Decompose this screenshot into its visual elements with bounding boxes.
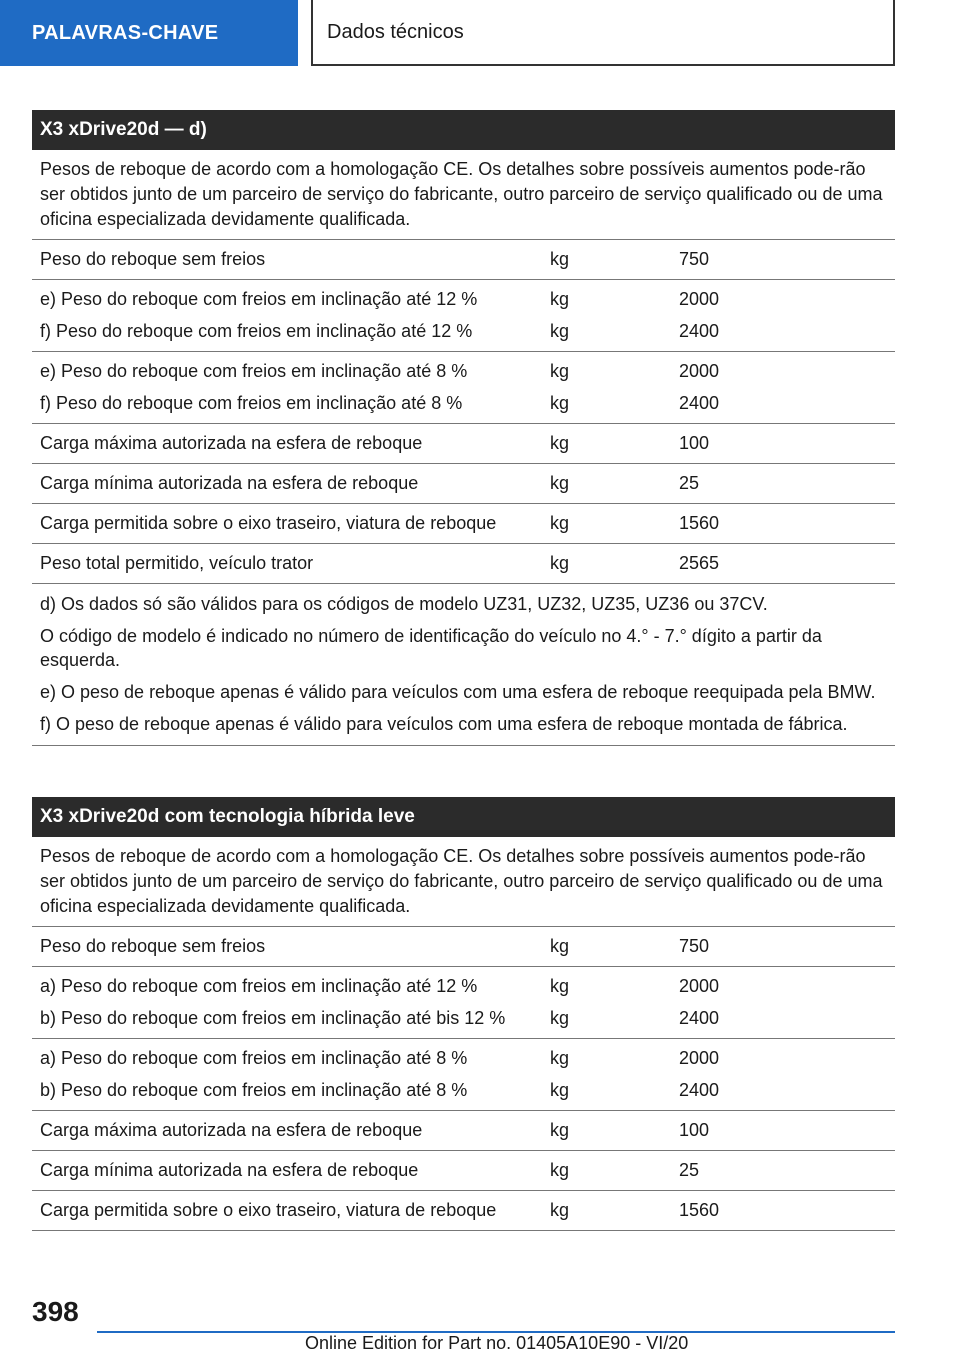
row-value-cell xyxy=(679,288,895,342)
row-label-cell xyxy=(32,1120,550,1141)
row-value-cell xyxy=(679,1160,895,1181)
row-value: 1560 xyxy=(679,513,720,533)
row-unit: kg xyxy=(550,553,570,573)
table-row xyxy=(32,1111,895,1151)
row-value-cell xyxy=(679,513,895,534)
row-label-cell xyxy=(32,1047,550,1101)
row-label: Carga permitida sobre o eixo traseiro, viatura de reboque xyxy=(40,513,497,533)
row-label-cell xyxy=(32,288,550,342)
row-label: Carga mínima autorizada na esfera de reboque xyxy=(40,473,419,493)
table-row xyxy=(32,240,895,280)
footnote: f) O peso de reboque apenas é válido para veículos com uma esfera de reboque montada de fábrica. xyxy=(40,714,848,734)
row-label-cell xyxy=(32,1200,550,1221)
row-label: Carga máxima autorizada na esfera de reboque xyxy=(40,1120,423,1140)
row-unit: kg xyxy=(550,1008,570,1028)
row-label: Carga mínima autorizada na esfera de reboque xyxy=(40,1160,419,1180)
row-unit-cell xyxy=(550,1200,679,1221)
row-unit: kg xyxy=(550,976,570,996)
row-unit-cell xyxy=(550,975,679,1029)
row-value: 25 xyxy=(679,1160,700,1180)
table-row xyxy=(32,280,895,352)
row-label: b) Peso do reboque com freios em inclinação até bis 12 % xyxy=(40,1008,506,1028)
row-unit: kg xyxy=(550,1160,570,1180)
row-label-cell xyxy=(32,936,550,957)
row-unit-cell xyxy=(550,249,679,270)
section-title: X3 xDrive20d — d) xyxy=(32,110,895,150)
section-x3-xdrive20d-mild-hybrid xyxy=(32,797,895,1231)
row-value-cell xyxy=(679,936,895,957)
section-intro: Pesos de reboque de acordo com a homologação CE. Os detalhes sobre possíveis aumentos pode-rão ser obtidos junto de um parceiro de serviço do fabricante, outro parceiro de serviço qualificado ou de uma oficina especializada devidamente qualificada. xyxy=(32,150,895,240)
row-value: 2400 xyxy=(679,393,720,413)
row-unit-cell xyxy=(550,360,679,414)
row-label: f) Peso do reboque com freios em inclinação até 8 % xyxy=(40,393,463,413)
edition-info: Online Edition for Part no. 01405A10E90 - VI/20 xyxy=(305,1333,689,1353)
section-title: X3 xDrive20d com tecnologia híbrida leve xyxy=(32,797,895,837)
row-unit: kg xyxy=(550,393,570,413)
spec-table xyxy=(32,240,895,584)
row-label: Peso do reboque sem freios xyxy=(40,249,266,269)
table-row xyxy=(32,967,895,1039)
row-label: b) Peso do reboque com freios em inclinação até 8 % xyxy=(40,1080,468,1100)
row-label: Peso do reboque sem freios xyxy=(40,936,266,956)
row-label: e) Peso do reboque com freios em inclinação até 8 % xyxy=(40,361,468,381)
row-label: a) Peso do reboque com freios em inclinação até 12 % xyxy=(40,976,478,996)
row-unit: kg xyxy=(550,473,570,493)
table-row xyxy=(32,544,895,584)
row-value-cell xyxy=(679,1047,895,1101)
top-navigation xyxy=(0,0,960,66)
row-unit: kg xyxy=(550,1120,570,1140)
row-value-cell xyxy=(679,433,895,454)
row-unit: kg xyxy=(550,361,570,381)
table-row xyxy=(32,424,895,464)
row-label: e) Peso do reboque com freios em inclinação até 12 % xyxy=(40,289,478,309)
row-value: 2400 xyxy=(679,321,720,341)
footnote: O código de modelo é indicado no número de identificação do veículo no 4.° - 7.° dígito a partir da esquerda. xyxy=(40,626,822,670)
row-value: 100 xyxy=(679,1120,710,1140)
row-unit-cell xyxy=(550,473,679,494)
row-value: 1560 xyxy=(679,1200,720,1220)
row-unit-cell xyxy=(550,553,679,574)
row-value: 100 xyxy=(679,433,710,453)
row-unit-cell xyxy=(550,936,679,957)
footnote: d) Os dados só são válidos para os códigos de modelo UZ31, UZ32, UZ35, UZ36 ou 37CV. xyxy=(40,594,768,614)
row-label-cell xyxy=(32,360,550,414)
row-value-cell xyxy=(679,1120,895,1141)
row-unit: kg xyxy=(550,1080,570,1100)
section-x3-xdrive20d xyxy=(32,110,895,746)
row-label-cell xyxy=(32,473,550,494)
footnote: e) O peso de reboque apenas é válido para veículos com uma esfera de reboque reequipada pela BMW. xyxy=(40,682,876,702)
table-row xyxy=(32,464,895,504)
row-value-cell xyxy=(679,360,895,414)
row-value-cell xyxy=(679,473,895,494)
row-value: 2400 xyxy=(679,1080,720,1100)
row-value: 25 xyxy=(679,473,700,493)
row-value: 2000 xyxy=(679,289,720,309)
page-number: 398 xyxy=(32,1296,79,1327)
row-label-cell xyxy=(32,433,550,454)
keywords-tab[interactable]: PALAVRAS-CHAVE xyxy=(0,0,298,66)
row-label-cell xyxy=(32,249,550,270)
row-value: 2400 xyxy=(679,1008,720,1028)
row-label-cell xyxy=(32,1160,550,1181)
row-value: 2000 xyxy=(679,976,720,996)
table-row xyxy=(32,1039,895,1111)
row-unit-cell xyxy=(550,1160,679,1181)
chapter-title: Dados técnicos xyxy=(311,0,895,66)
row-label-cell xyxy=(32,553,550,574)
row-value: 750 xyxy=(679,249,710,269)
row-value: 2565 xyxy=(679,553,720,573)
row-unit: kg xyxy=(550,289,570,309)
row-label: a) Peso do reboque com freios em inclinação até 8 % xyxy=(40,1048,468,1068)
row-label: Carga máxima autorizada na esfera de reboque xyxy=(40,433,423,453)
row-unit: kg xyxy=(550,1048,570,1068)
row-unit: kg xyxy=(550,936,570,956)
spec-table xyxy=(32,927,895,1231)
row-label-cell xyxy=(32,975,550,1029)
row-label: Peso total permitido, veículo trator xyxy=(40,553,314,573)
row-label: f) Peso do reboque com freios em inclinação até 12 % xyxy=(40,321,473,341)
row-unit-cell xyxy=(550,1047,679,1101)
row-label-cell xyxy=(32,513,550,534)
table-row xyxy=(32,1151,895,1191)
row-value-cell xyxy=(679,249,895,270)
row-unit: kg xyxy=(550,433,570,453)
row-value: 750 xyxy=(679,936,710,956)
row-value: 2000 xyxy=(679,361,720,381)
row-value-cell xyxy=(679,975,895,1029)
row-unit-cell xyxy=(550,1120,679,1141)
section-intro: Pesos de reboque de acordo com a homologação CE. Os detalhes sobre possíveis aumentos pode-rão ser obtidos junto de um parceiro de serviço do fabricante, outro parceiro de serviço qualificado ou de uma oficina especializada devidamente qualificada. xyxy=(32,837,895,927)
table-row xyxy=(32,352,895,424)
row-unit: kg xyxy=(550,513,570,533)
row-label: Carga permitida sobre o eixo traseiro, viatura de reboque xyxy=(40,1200,497,1220)
row-unit: kg xyxy=(550,249,570,269)
row-unit: kg xyxy=(550,321,570,341)
row-value-cell xyxy=(679,553,895,574)
row-unit-cell xyxy=(550,288,679,342)
table-row xyxy=(32,504,895,544)
row-unit-cell xyxy=(550,513,679,534)
table-row xyxy=(32,927,895,967)
row-unit: kg xyxy=(550,1200,570,1220)
footnotes xyxy=(32,584,895,746)
row-value-cell xyxy=(679,1200,895,1221)
row-value: 2000 xyxy=(679,1048,720,1068)
table-row xyxy=(32,1191,895,1231)
row-unit-cell xyxy=(550,433,679,454)
